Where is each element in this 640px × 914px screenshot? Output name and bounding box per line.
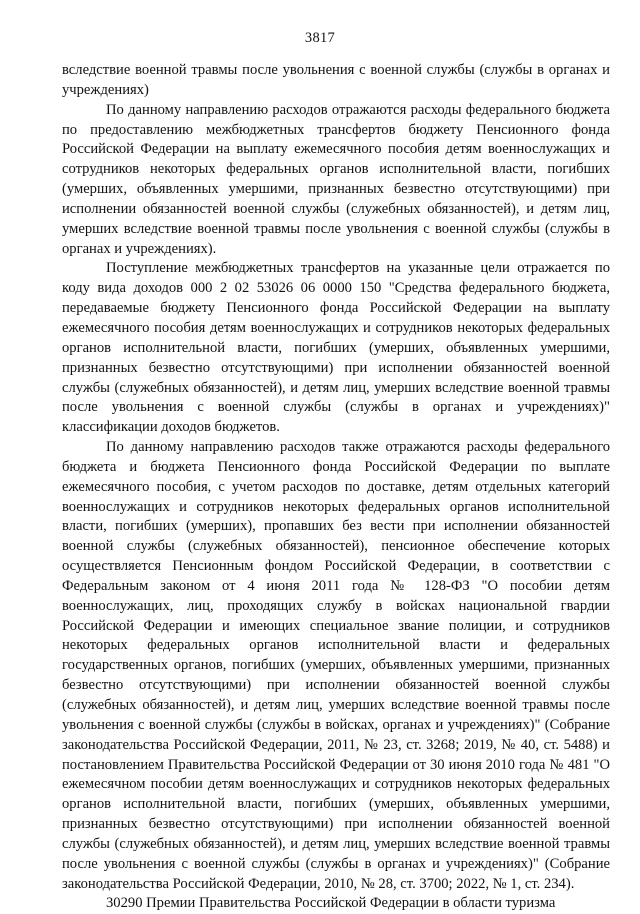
- paragraph-income-code: Поступление межбюджетных трансфертов на указанные цели отражается по коду вида доходов 000 2 02 53026 06 0000 150 "Средства федерального бюджета, передаваемые бюджету Пенсионного фонда Российской Федерации на выплату ежемесячного пособия детям военнослужащих и сотрудников некоторых федеральных органов исполнительной власти, погибших (умерших, объявленных умершими, признанных безвестно отсутствующими) при исполнении обязанностей военной службы (служебных обязанностей), и детям лиц, умерших вследствие военной травмы после увольнения с военной службы (службы в органах и учреждениях)" классификации доходов бюджетов.: [62, 260, 610, 436]
- page-number: 3817: [304, 30, 336, 46]
- paragraph-benefit-payments: По данному направлению расходов также отражаются расходы федерального бюджета и бюджета Пенсионного фонда Российской Федерации по выплате ежемесячного пособия, с учетом расходов по доставке, детям отдельных категорий военнослужащих и сотрудников некоторых федеральных органов исполнительной власти, погибших (умерших), пропавших без вести при исполнении обязанностей военной службы (служебных обязанностей), пенсионное обеспечение которых осуществляется Пенсионным фондом Российской Федерации, в соответствии с Федеральным законом от 4 июня 2011 года № 128-ФЗ "О пособии детям военнослужащих, лиц, проходящих службу в войсках национальной гвардии Российской Федерации и имеющих специальное звание полиции, и сотрудников некоторых федеральных органов исполнительной власти и федеральных государственных органов, погибших (умерших, объявленных умершими, признанных безвестно отсутствующими) при исполнении обязанностей военной службы (служебных обязанностей), и детям лиц, умерших вследствие военной травмы после увольнения с военной службы (службы в войсках, органах и учреждениях)" (Собрание законодательства Российской Федерации, 2011, № 23, ст. 3268; 2019, № 40, ст. 5488) и постановлением Правительства Российской Федерации от 30 июня 2010 года № 481 "О ежемесячном пособии детям военнослужащих и сотрудников некоторых федеральных органов исполнительной власти, погибших (умерших, объявленных умершими, признанных безвестно отсутствующими) при исполнении обязанностей военной службы (служебных обязанностей), и детям лиц, умерших вследствие военной травмы после увольнения с военной службы (службы в органах и учреждениях)" (Собрание законодательства Российской Федерации, 2010, № 28, ст. 3700; 2022, № 1, ст. 234).: [62, 439, 610, 892]
- document-body: [62, 61, 610, 914]
- paragraph-intertransfer-expenses: По данному направлению расходов отражаются расходы федерального бюджета по предоставлению межбюджетных трансфертов бюджету Пенсионного фонда Российской Федерации на выплату ежемесячного пособия детям военнослужащих и сотрудников некоторых федеральных органов исполнительной власти, погибших (умерших, объявленных умершими, признанных безвестно отсутствующими) при исполнении обязанностей военной службы (служебных обязанностей), и детям лиц, умерших вследствие военной травмы после увольнения с военной службы (службы в органах и учреждениях).: [62, 101, 610, 257]
- paragraph-continuation: вследствие военной травмы после увольнения с военной службы (службы в органах и учреждениях): [62, 62, 610, 98]
- section-heading-30290: 30290 Премии Правительства Российской Федерации в области туризма: [106, 895, 556, 912]
